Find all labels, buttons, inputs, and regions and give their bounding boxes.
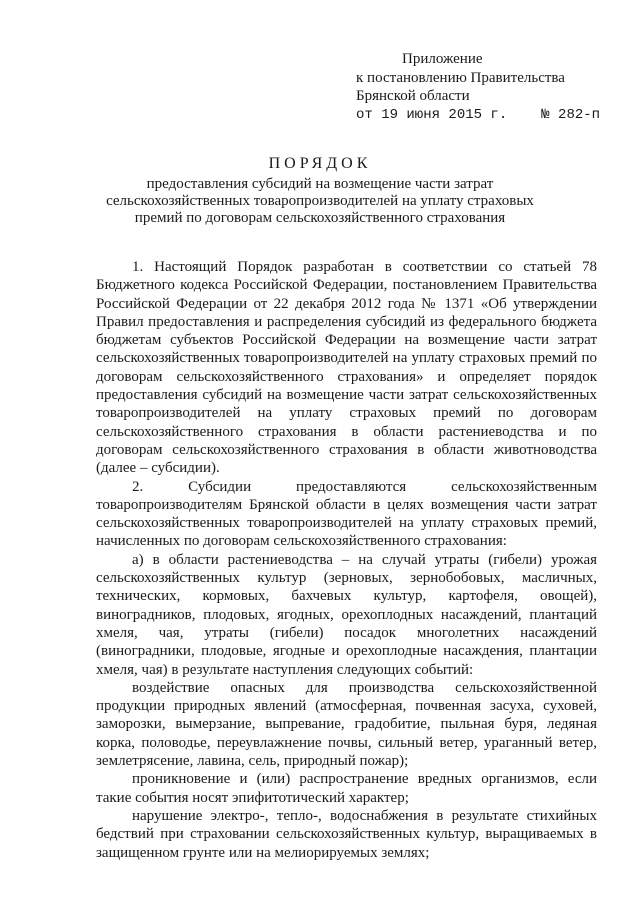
paragraph-1: 1. Настоящий Порядок разработан в соответствии со статьей 78 Бюджетного кодекса Российской Федерации, постановлением Правительства Российской Федерации от 22 декабря 2012 года № 1371 «Об утверждении Правил предоставления и распределения субсидий из федерального бюджета бюджетам субъектов Российской Федерации на возмещение части затрат сельскохозяйственных товаропроизводителей на уплату страховых премий по договорам сельскохозяйственного страхования» и определяет порядок предоставления субсидий на возмещение части затрат сельскохозяйственных товаропроизводителей на уплату страховых премий по договорам сельскохозяйственного страхования в области растениеводства и по договорам сельскохозяйственного страхования в области животноводства (далее – субсидии). [96, 259, 597, 477]
paragraph-2: 2. Субсидии предоставляются сельскохозяйственным товаропроизводителям Брянской области в целях возмещения части затрат сельскохозяйственных товаропроизводителей на уплату страховых премий, начисленных по договорам сельскохозяйственного страхования: [96, 478, 597, 550]
appendix-title: Приложение [402, 51, 483, 67]
paragraph-event-utilities: нарушение электро-, тепло-, водоснабжения в результате стихийных бедствий при страховании сельскохозяйственных культур, выращиваемых в защищенном грунте или на мелиорируемых землях; [96, 807, 597, 861]
paragraph-event-pests: проникновение и (или) распространение вредных организмов, если такие события носят эпифитотический характер; [96, 771, 597, 806]
appendix-number: № 282-п [541, 106, 601, 123]
paragraph-2a: а) в области растениеводства – на случай утраты (гибели) урожая сельскохозяйственных культур (зерновых, зернобобовых, масличных, технических, кормовых, бахчевых культур, картофеля, овощей), виноградников, плодовых, ягодных, орехоплодных насаждений, плантаций хмеля, чая, утраты (гибели) посадок многолетних насаждений (виноградники, плодовые, ягодные и орехоплодные насаждения, плантации хмеля, чая) в результате наступления следующих событий: [96, 551, 597, 678]
appendix-date-line [356, 106, 626, 125]
appendix-resolution-ref: к постановлению Правительства [356, 69, 565, 86]
appendix-date: от 19 июня 2015 г. [356, 106, 508, 123]
document-subtitle: предоставления субсидий на возмещение части затрат сельскохозяйственных товаропроизводителей на уплату страховых премий по договорам сельскохозяйственного страхования [106, 176, 534, 226]
document-title: ПОРЯДОК [268, 155, 372, 172]
appendix-region: Брянской области [356, 88, 470, 104]
paragraph-event-natural: воздействие опасных для производства сельскохозяйственной продукции природных явлений (атмосферная, почвенная засуха, суховей, заморозки, вымерзание, выпревание, градобитие, пыльная буря, ледяная корка, половодье, переувлажнение почвы, сильный ветер, ураганный ветер, землетрясение, лавина, сель, природный пожар); [96, 679, 597, 770]
document-body [96, 258, 597, 862]
appendix-block [356, 50, 626, 124]
